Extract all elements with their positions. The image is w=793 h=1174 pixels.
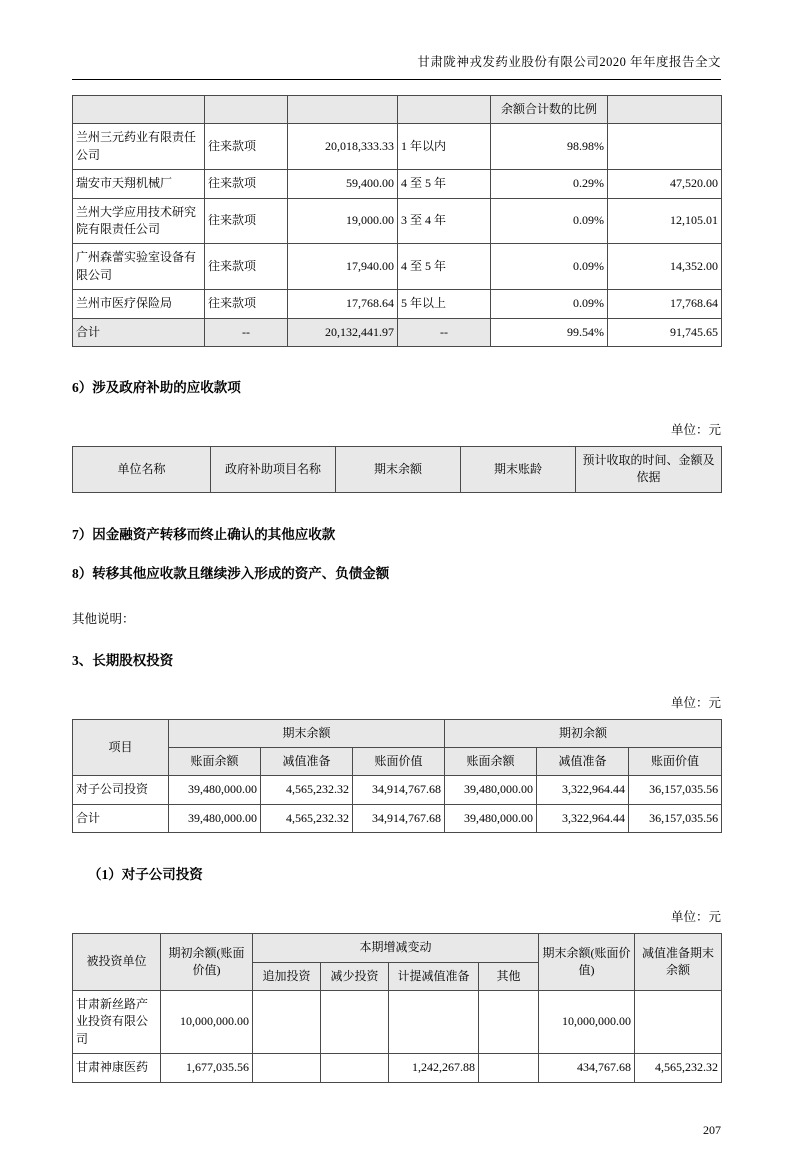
table-header-cell: 项目 (73, 719, 169, 776)
table-header-cell: 账面余额 (169, 748, 261, 776)
table-row (73, 991, 722, 1054)
table-header-cell: 期末账龄 (461, 446, 576, 492)
subsidiary-investment-table (72, 933, 722, 1082)
table-header-cell: 期初余额(账面价值) (161, 934, 253, 991)
table-cell: 甘肃新丝路产业投资有限公司 (73, 991, 161, 1054)
table-cell: 47,520.00 (608, 170, 722, 198)
table-header-cell: 其他 (479, 962, 539, 990)
table-cell: 甘肃神康医药 (73, 1054, 161, 1082)
section-heading-financial-transfer: 7）因金融资产转移而终止确认的其他应收款 (72, 526, 336, 542)
table-header-cell: 追加投资 (253, 962, 321, 990)
table-cell: 12,105.01 (608, 198, 722, 244)
table-header-cell: 减值准备 (261, 748, 353, 776)
table-header-cell: 预计收取的时间、金额及依据 (576, 446, 722, 492)
table-cell: 4 至 5 年 (398, 170, 491, 198)
table-header-cell: 账面余额 (445, 748, 537, 776)
table-row (73, 124, 722, 170)
table-cell: 17,940.00 (288, 244, 398, 290)
table-cell: 19,000.00 (288, 198, 398, 244)
section-heading-gov-subsidy: 6）涉及政府补助的应收款项 (72, 379, 241, 395)
section-heading-lt-equity: 3、长期股权投资 (72, 652, 174, 668)
table-cell: 0.29% (491, 170, 608, 198)
table-header-cell: 账面价值 (629, 748, 722, 776)
table-cell (635, 991, 722, 1054)
table-cell: 34,914,767.68 (353, 776, 445, 804)
table-header-cell (398, 96, 491, 124)
gov-subsidy-table (72, 446, 722, 493)
page-content (72, 52, 721, 1138)
other-note-label: 其他说明： (72, 611, 135, 626)
table-cell: 4,565,232.32 (261, 804, 353, 832)
total-row (73, 318, 722, 346)
table-row (73, 198, 722, 244)
table-cell: 434,767.68 (539, 1054, 635, 1082)
table-header-cell: 被投资单位 (73, 934, 161, 991)
table-header-row (73, 446, 722, 492)
table-cell: 1,242,267.88 (389, 1054, 479, 1082)
table-cell: 3 至 4 年 (398, 198, 491, 244)
table-cell: 39,480,000.00 (169, 776, 261, 804)
table-cell: 往来款项 (205, 124, 288, 170)
table-row (73, 1054, 722, 1082)
table-cell: -- (205, 318, 288, 346)
table-cell: 1,677,035.56 (161, 1054, 253, 1082)
unit-label: 单位：元 (670, 910, 721, 925)
table-header-cell: 期末余额 (169, 719, 445, 747)
table-cell: 98.98% (491, 124, 608, 170)
table-cell: 3,322,964.44 (537, 776, 629, 804)
table-cell: 瑞安市天翔机械厂 (73, 170, 205, 198)
table-cell: 4 至 5 年 (398, 244, 491, 290)
table-cell: 5 年以上 (398, 290, 491, 318)
table-cell: 59,400.00 (288, 170, 398, 198)
table-cell (608, 124, 722, 170)
table-row (73, 170, 722, 198)
table-cell: 17,768.64 (288, 290, 398, 318)
table-cell: 10,000,000.00 (161, 991, 253, 1054)
table-header-cell: 期末余额 (336, 446, 461, 492)
document-header: 甘肃陇神戎发药业股份有限公司2020 年年度报告全文 (72, 52, 721, 80)
table-cell: 往来款项 (205, 170, 288, 198)
page-number: 207 (703, 1122, 721, 1137)
table-cell: 3,322,964.44 (537, 804, 629, 832)
section-heading-continuing-involvement: 8）转移其他应收款且继续涉入形成的资产、负债金额 (72, 565, 390, 581)
table-cell (321, 1054, 389, 1082)
table-cell: 兰州三元药业有限责任公司 (73, 124, 205, 170)
table-row (73, 290, 722, 318)
table-cell: 4,565,232.32 (261, 776, 353, 804)
table-cell: 广州森蕾实验室设备有限公司 (73, 244, 205, 290)
table-cell (253, 991, 321, 1054)
table-cell (321, 991, 389, 1054)
table-cell: 往来款项 (205, 290, 288, 318)
table-cell: 0.09% (491, 198, 608, 244)
table-cell: 10,000,000.00 (539, 991, 635, 1054)
table-cell: 兰州大学应用技术研究院有限责任公司 (73, 198, 205, 244)
table-header-cell: 减少投资 (321, 962, 389, 990)
table-header-cell (205, 96, 288, 124)
unit-label: 单位：元 (670, 422, 721, 437)
table-header-cell: 账面价值 (353, 748, 445, 776)
table-header-row (73, 719, 722, 747)
unit-label: 单位：元 (670, 695, 721, 710)
table-cell (253, 1054, 321, 1082)
table-cell: 0.09% (491, 244, 608, 290)
table-cell: 合计 (73, 804, 169, 832)
table-cell (479, 1054, 539, 1082)
table-header-cell: 减值准备 (537, 748, 629, 776)
table-header-row (73, 934, 722, 962)
table-header-cell: 本期增减变动 (253, 934, 539, 962)
table-cell: 4,565,232.32 (635, 1054, 722, 1082)
table-subheader-row (73, 748, 722, 776)
table-cell: 14,352.00 (608, 244, 722, 290)
lt-equity-table (72, 719, 722, 834)
table-cell: 20,132,441.97 (288, 318, 398, 346)
table-header-cell (608, 96, 722, 124)
table-header-cell: 期初余额 (445, 719, 722, 747)
table-header-cell: 政府补助项目名称 (211, 446, 336, 492)
table-cell: 20,018,333.33 (288, 124, 398, 170)
table-cell: 1 年以内 (398, 124, 491, 170)
table-header-cell: 减值准备期末余额 (635, 934, 722, 991)
table-header-cell: 期末余额(账面价值) (539, 934, 635, 991)
table-cell: 36,157,035.56 (629, 804, 722, 832)
table-header-cell: 单位名称 (73, 446, 211, 492)
table-cell: 往来款项 (205, 244, 288, 290)
table-cell: 0.09% (491, 290, 608, 318)
table-cell: 36,157,035.56 (629, 776, 722, 804)
receivables-aging-table (72, 95, 722, 347)
table-cell: 往来款项 (205, 198, 288, 244)
table-cell (479, 991, 539, 1054)
table-row (73, 804, 722, 832)
table-cell: -- (398, 318, 491, 346)
table-cell: 对子公司投资 (73, 776, 169, 804)
table-cell: 17,768.64 (608, 290, 722, 318)
table-cell: 99.54% (491, 318, 608, 346)
table-cell: 39,480,000.00 (445, 776, 537, 804)
table-cell: 兰州市医疗保险局 (73, 290, 205, 318)
table-header-cell: 计提减值准备 (389, 962, 479, 990)
table-cell: 39,480,000.00 (445, 804, 537, 832)
table-cell: 91,745.65 (608, 318, 722, 346)
table-cell: 39,480,000.00 (169, 804, 261, 832)
table-cell (389, 991, 479, 1054)
table-row (73, 776, 722, 804)
table-cell: 合计 (73, 318, 205, 346)
table-header-cell (73, 96, 205, 124)
table-header-row (73, 96, 722, 124)
table-header-cell (288, 96, 398, 124)
section-heading-subsidiary-investment: （1）对子公司投资 (88, 867, 203, 883)
table-header-cell: 余额合计数的比例 (491, 96, 608, 124)
table-row (73, 244, 722, 290)
table-cell: 34,914,767.68 (353, 804, 445, 832)
